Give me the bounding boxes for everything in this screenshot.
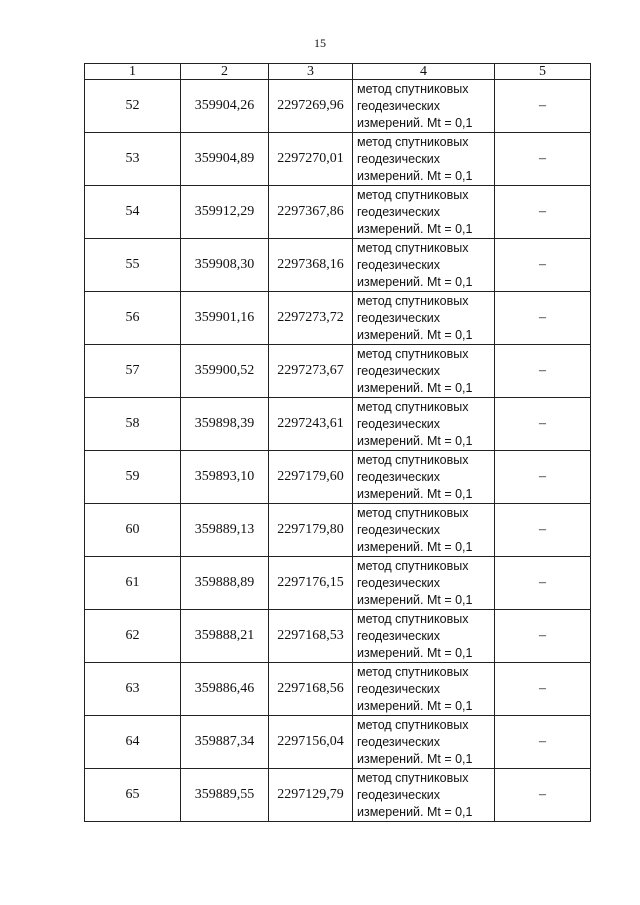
method-line-1: метод спутниковых [357,664,469,679]
method-line-3: измерений. Mt = 0,1 [357,539,473,554]
method-line-3: измерений. Mt = 0,1 [357,221,473,236]
coordinate-y: 2297270,01 [269,133,353,186]
description-dash: – [495,504,591,557]
header-row [85,64,591,80]
method-description [353,186,495,239]
method-line-3: измерений. Mt = 0,1 [357,327,473,342]
method-line-2: геодезических [357,310,441,325]
coordinate-x: 359886,46 [181,663,269,716]
method-line-3: измерений. Mt = 0,1 [357,592,473,607]
coordinate-x: 359900,52 [181,345,269,398]
method-line-3: измерений. Mt = 0,1 [357,804,473,819]
coordinate-x: 359904,89 [181,133,269,186]
method-line-1: метод спутниковых [357,558,469,573]
method-line-2: геодезических [357,734,441,749]
point-number: 53 [85,133,181,186]
point-number: 54 [85,186,181,239]
point-number: 57 [85,345,181,398]
method-line-1: метод спутниковых [357,770,469,785]
description-dash: – [495,557,591,610]
method-line-1: метод спутниковых [357,399,469,414]
method-line-1: метод спутниковых [357,346,469,361]
method-description [353,610,495,663]
table-row [85,557,591,610]
table-body [85,80,591,822]
description-dash: – [495,345,591,398]
point-number: 52 [85,80,181,133]
method-line-3: измерений. Mt = 0,1 [357,380,473,395]
method-description [353,557,495,610]
method-line-1: метод спутниковых [357,81,469,96]
description-dash: – [495,610,591,663]
coordinate-x: 359888,21 [181,610,269,663]
point-number: 58 [85,398,181,451]
coordinate-x: 359898,39 [181,398,269,451]
method-description [353,398,495,451]
method-line-2: геодезических [357,787,441,802]
point-number: 65 [85,769,181,822]
description-dash: – [495,716,591,769]
method-line-2: геодезических [357,363,441,378]
coordinate-y: 2297176,15 [269,557,353,610]
method-line-2: геодезических [357,151,441,166]
point-number: 63 [85,663,181,716]
table-row [85,504,591,557]
column-header-3: 3 [269,64,353,80]
coordinate-y: 2297168,53 [269,610,353,663]
point-number: 59 [85,451,181,504]
column-header-1: 1 [85,64,181,80]
column-header-5: 5 [495,64,591,80]
coordinate-y: 2297269,96 [269,80,353,133]
table-row [85,663,591,716]
method-line-2: геодезических [357,681,441,696]
coordinate-x: 359908,30 [181,239,269,292]
method-line-3: измерений. Mt = 0,1 [357,645,473,660]
method-description [353,345,495,398]
table-row [85,80,591,133]
method-line-1: метод спутниковых [357,134,469,149]
method-line-1: метод спутниковых [357,452,469,467]
table-row [85,239,591,292]
table-row [85,398,591,451]
column-header-4: 4 [353,64,495,80]
method-description [353,133,495,186]
method-line-1: метод спутниковых [357,187,469,202]
method-line-3: измерений. Mt = 0,1 [357,168,473,183]
coordinate-y: 2297243,61 [269,398,353,451]
table-row [85,451,591,504]
coordinate-x: 359889,13 [181,504,269,557]
method-line-3: измерений. Mt = 0,1 [357,115,473,130]
method-line-3: измерений. Mt = 0,1 [357,698,473,713]
point-number: 56 [85,292,181,345]
description-dash: – [495,398,591,451]
method-description [353,663,495,716]
description-dash: – [495,451,591,504]
description-dash: – [495,80,591,133]
coordinate-x: 359887,34 [181,716,269,769]
table-row [85,186,591,239]
method-line-2: геодезических [357,522,441,537]
method-description [353,451,495,504]
coordinate-x: 359888,89 [181,557,269,610]
coordinate-y: 2297168,56 [269,663,353,716]
coordinate-y: 2297129,79 [269,769,353,822]
method-line-2: геодезических [357,204,441,219]
method-description [353,80,495,133]
description-dash: – [495,186,591,239]
description-dash: – [495,292,591,345]
coordinate-x: 359893,10 [181,451,269,504]
coordinate-x: 359904,26 [181,80,269,133]
method-line-1: метод спутниковых [357,293,469,308]
table-row [85,769,591,822]
method-line-3: измерений. Mt = 0,1 [357,433,473,448]
coordinates-table [84,63,591,822]
coordinate-x: 359901,16 [181,292,269,345]
method-description [353,292,495,345]
method-line-1: метод спутниковых [357,505,469,520]
method-line-2: геодезических [357,98,441,113]
method-line-3: измерений. Mt = 0,1 [357,751,473,766]
table-row [85,292,591,345]
table-row [85,610,591,663]
coordinate-y: 2297273,72 [269,292,353,345]
description-dash: – [495,133,591,186]
point-number: 60 [85,504,181,557]
column-header-2: 2 [181,64,269,80]
method-line-2: геодезических [357,469,441,484]
point-number: 55 [85,239,181,292]
point-number: 64 [85,716,181,769]
method-line-2: геодезических [357,257,441,272]
page-number: 15 [314,36,326,50]
method-line-1: метод спутниковых [357,240,469,255]
description-dash: – [495,663,591,716]
coordinate-x: 359889,55 [181,769,269,822]
method-line-3: измерений. Mt = 0,1 [357,274,473,289]
method-line-2: геодезических [357,575,441,590]
coordinate-x: 359912,29 [181,186,269,239]
method-description [353,716,495,769]
coordinate-y: 2297179,60 [269,451,353,504]
point-number: 61 [85,557,181,610]
method-line-3: измерений. Mt = 0,1 [357,486,473,501]
coordinate-y: 2297368,16 [269,239,353,292]
method-description [353,769,495,822]
coordinate-y: 2297179,80 [269,504,353,557]
method-line-2: геодезических [357,628,441,643]
table-row [85,716,591,769]
method-line-1: метод спутниковых [357,611,469,626]
point-number: 62 [85,610,181,663]
method-line-2: геодезических [357,416,441,431]
table-row [85,133,591,186]
method-description [353,504,495,557]
coordinate-y: 2297156,04 [269,716,353,769]
coordinate-y: 2297367,86 [269,186,353,239]
description-dash: – [495,769,591,822]
table-row [85,345,591,398]
description-dash: – [495,239,591,292]
method-line-1: метод спутниковых [357,717,469,732]
coordinate-y: 2297273,67 [269,345,353,398]
method-description [353,239,495,292]
